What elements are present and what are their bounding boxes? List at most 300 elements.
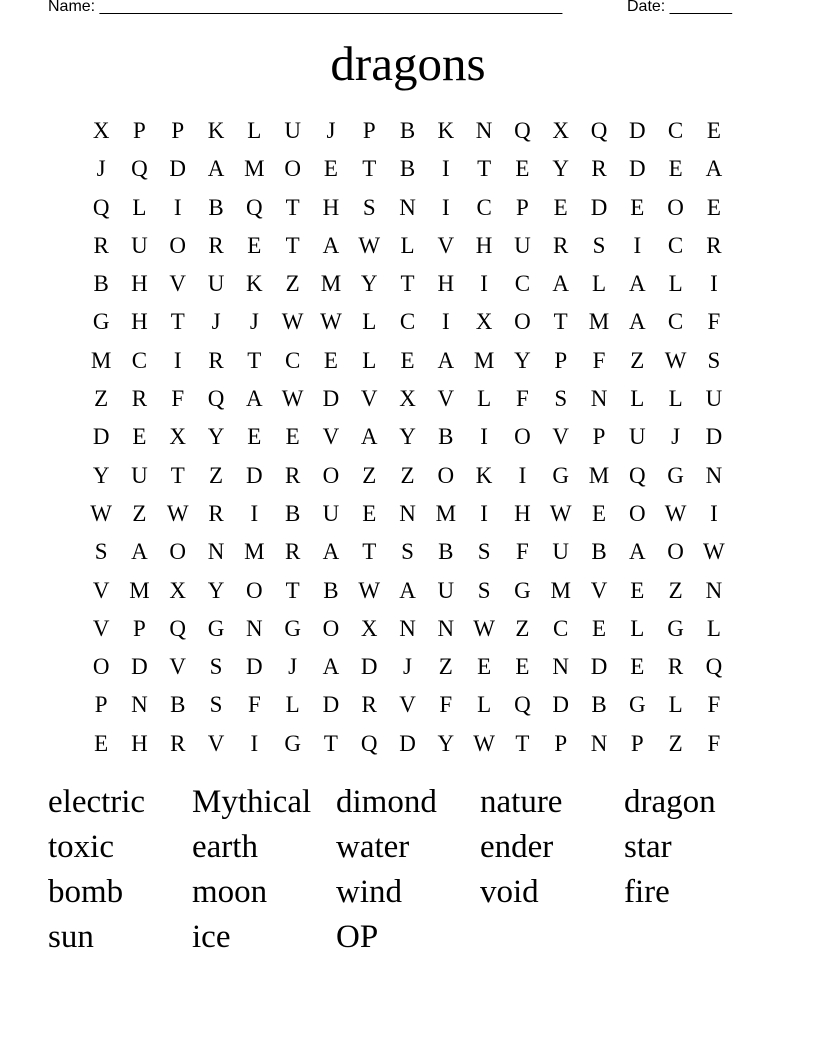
word-bank-item: ice (192, 919, 231, 955)
grid-letter: X (169, 577, 187, 603)
grid-letter: E (247, 424, 262, 450)
grid-letter: K (437, 118, 455, 143)
word-bank-item: ender (480, 829, 554, 865)
grid-letter: V (360, 386, 378, 412)
grid-letter: S (477, 577, 491, 603)
grid-letter: W (664, 347, 687, 373)
grid-letter: U (131, 232, 148, 258)
grid-letter: B (170, 692, 186, 718)
grid-letter: S (362, 194, 376, 220)
grid-letter: D (92, 424, 110, 450)
grid-letter: K (475, 462, 493, 488)
grid-letter: Q (246, 194, 263, 220)
grid-letter: Z (132, 500, 147, 526)
grid-letter: T (170, 309, 185, 335)
grid-letter: Z (515, 615, 530, 641)
grid-letter: N (590, 730, 608, 756)
grid-letter: P (592, 424, 606, 450)
grid-letter: Z (94, 386, 109, 412)
grid-letter: N (475, 118, 493, 143)
grid-letter: G (92, 309, 110, 335)
grid-letter: B (591, 539, 607, 565)
word-bank-item: wind (336, 874, 402, 910)
grid-letter: Q (705, 654, 723, 680)
grid-letter: G (667, 462, 684, 488)
grid-letter: Q (628, 462, 646, 488)
grid-letter: Q (207, 386, 225, 412)
grid-letter: W (473, 615, 495, 641)
grid-letter: D (246, 654, 263, 680)
grid-letter: R (208, 232, 224, 258)
grid-letter: S (94, 539, 108, 565)
grid-letter: G (628, 692, 646, 718)
grid-letter: Z (630, 347, 645, 373)
grid-letter: K (246, 271, 263, 297)
grid-letter: O (437, 462, 455, 488)
grid-letter: C (553, 615, 569, 641)
grid-letter: R (170, 730, 186, 756)
grid-letter: Z (400, 462, 415, 488)
grid-letter: D (131, 654, 148, 680)
grid-letter: T (362, 156, 377, 182)
grid-letter: P (554, 347, 568, 373)
grid-letter: E (515, 654, 530, 680)
grid-letter: I (480, 500, 488, 526)
grid-letter: I (250, 500, 259, 526)
grid-letter: L (630, 386, 645, 412)
grid-letter: T (285, 577, 300, 603)
grid-letter: F (707, 309, 721, 335)
grid-letter: M (473, 347, 495, 373)
grid-letter: I (441, 156, 450, 182)
grid-letter: N (437, 615, 455, 641)
grid-letter: H (475, 232, 493, 258)
grid-letter: K (207, 118, 225, 143)
grid-letter: X (92, 118, 110, 143)
word-bank-item: moon (192, 874, 268, 910)
grid-letter: U (131, 462, 148, 488)
grid-letter: O (322, 615, 340, 641)
grid-letter: M (435, 500, 457, 526)
grid-letter: E (400, 347, 415, 373)
grid-letter: N (207, 539, 225, 565)
grid-letter: E (630, 194, 645, 220)
grid-letter: Z (438, 654, 453, 680)
grid-letter: W (703, 539, 725, 565)
grid-letter: V (169, 271, 187, 297)
grid-letter: R (284, 539, 301, 565)
grid-letter: M (588, 309, 610, 335)
grid-letter: W (281, 386, 304, 412)
grid-letter: F (592, 347, 606, 373)
word-bank-item: nature (480, 784, 563, 820)
grid-letter: D (552, 692, 570, 718)
word-bank-item: fire (624, 874, 670, 910)
grid-letter: O (169, 539, 187, 565)
grid-letter: W (549, 500, 572, 526)
grid-letter: G (284, 730, 301, 756)
grid-letter: O (667, 194, 684, 220)
grid-letter: D (705, 424, 723, 450)
word-bank-item: star (624, 829, 672, 865)
grid-letter: V (92, 615, 110, 641)
grid-letter: T (553, 309, 568, 335)
grid-letter: Y (399, 424, 416, 450)
grid-letter: Y (360, 271, 378, 297)
grid-letter: O (169, 232, 187, 258)
grid-letter: L (285, 692, 300, 718)
grid-letter: Y (437, 730, 455, 756)
grid-letter: R (591, 156, 607, 182)
grid-letter: E (477, 654, 492, 680)
grid-letter: A (131, 539, 148, 565)
grid-letter: M (588, 462, 610, 488)
letter-grid (82, 112, 732, 763)
grid-letter: Z (209, 462, 224, 488)
grid-letter: M (550, 577, 571, 603)
grid-letter: A (246, 386, 263, 412)
grid-letter: L (668, 692, 683, 718)
grid-letter: T (477, 156, 492, 182)
grid-letter: T (285, 194, 300, 220)
grid-letter: I (480, 424, 488, 450)
grid-letter: L (477, 386, 492, 412)
grid-letter: I (173, 347, 182, 373)
grid-letter: W (320, 309, 342, 335)
grid-letter: X (360, 615, 378, 641)
grid-letter: T (515, 730, 530, 756)
grid-letter: L (668, 271, 683, 297)
grid-letter: G (284, 615, 301, 641)
grid-letter: M (244, 156, 265, 182)
grid-letter: F (439, 692, 453, 718)
grid-letter: W (90, 500, 112, 526)
grid-letter: S (401, 539, 414, 565)
grid-letter: E (362, 500, 377, 526)
grid-letter: C (667, 232, 684, 258)
grid-letter: C (667, 309, 684, 335)
grid-letter: C (667, 118, 684, 143)
grid-letter: A (360, 424, 378, 450)
grid-letter: B (93, 271, 109, 297)
grid-letter: L (706, 615, 721, 641)
grid-letter: D (322, 692, 340, 718)
grid-letter: J (288, 654, 298, 680)
grid-letter: F (516, 539, 529, 565)
grid-letter: J (671, 424, 681, 450)
name-line: Name: ____________________________________________________ (48, 0, 563, 15)
grid-letter: L (362, 309, 377, 335)
grid-letter: N (552, 654, 570, 680)
word-bank-item: electric (48, 784, 146, 820)
grid-letter: R (284, 462, 301, 488)
grid-letter: H (131, 730, 148, 756)
grid-letter: D (169, 156, 187, 182)
grid-letter: T (400, 271, 415, 297)
grid-letter: X (169, 424, 187, 450)
grid-letter: B (438, 424, 454, 450)
grid-letter: S (209, 654, 223, 680)
grid-letter: A (322, 539, 340, 565)
grid-letter: Z (362, 462, 377, 488)
grid-letter: W (358, 577, 381, 603)
grid-letter: I (633, 232, 642, 258)
grid-letter: F (707, 730, 721, 756)
grid-letter: F (707, 692, 721, 718)
grid-letter: R (667, 654, 684, 680)
grid-letter: E (706, 194, 721, 220)
grid-letter: D (399, 730, 416, 756)
grid-letter: U (514, 232, 531, 258)
grid-letter: F (516, 386, 529, 412)
grid-letter: J (403, 654, 412, 680)
grid-letter: M (320, 271, 342, 297)
grid-letter: I (710, 271, 718, 297)
grid-letter: F (171, 386, 185, 412)
grid-letter: U (207, 271, 225, 297)
grid-letter: Q (131, 156, 148, 182)
grid-letter: T (285, 232, 300, 258)
grid-letter: H (322, 194, 340, 220)
grid-letter: V (437, 386, 455, 412)
date-line: Date: _______ (627, 0, 732, 15)
grid-letter: B (399, 156, 416, 182)
grid-letter: W (281, 309, 304, 335)
grid-letter: N (399, 615, 416, 641)
grid-letter: P (362, 118, 376, 143)
grid-letter: V (552, 424, 570, 450)
grid-letter: O (667, 539, 684, 565)
grid-letter: E (323, 347, 338, 373)
grid-letter: N (705, 462, 723, 488)
grid-letter: A (322, 232, 340, 258)
grid-letter: L (668, 386, 683, 412)
word-bank-item: earth (192, 829, 258, 865)
word-bank-item: water (336, 829, 410, 865)
grid-letter: M (244, 539, 265, 565)
grid-letter: P (171, 118, 185, 143)
grid-letter: A (628, 309, 646, 335)
grid-letter: I (441, 194, 450, 220)
grid-letter: Z (668, 577, 683, 603)
grid-letter: V (437, 232, 455, 258)
grid-letter: W (664, 500, 687, 526)
grid-letter: B (399, 118, 416, 143)
grid-letter: R (706, 232, 722, 258)
grid-letter: Y (207, 424, 225, 450)
word-bank (48, 780, 768, 960)
grid-letter: S (554, 386, 568, 412)
grid-letter: U (552, 539, 570, 565)
grid-letter: S (592, 232, 606, 258)
grid-letter: X (399, 386, 416, 412)
grid-letter: S (707, 347, 721, 373)
word-bank-item: dragon (624, 784, 716, 820)
grid-letter: U (628, 424, 646, 450)
grid-letter: Q (360, 730, 378, 756)
grid-letter: B (438, 539, 454, 565)
grid-letter: E (132, 424, 147, 450)
grid-letter: Y (92, 462, 110, 488)
grid-letter: A (399, 577, 416, 603)
grid-letter: X (552, 118, 570, 143)
grid-letter: G (552, 462, 570, 488)
grid-letter: F (247, 692, 261, 718)
grid-letter: I (710, 500, 718, 526)
grid-letter: E (630, 654, 645, 680)
grid-letter: B (591, 692, 607, 718)
grid-letter: L (400, 232, 415, 258)
grid-letter: C (399, 309, 416, 335)
grid-letter: L (630, 615, 645, 641)
word-bank-item: OP (336, 919, 379, 955)
grid-letter: M (90, 347, 112, 373)
word-bank-item: void (480, 874, 539, 910)
grid-letter: Y (207, 577, 225, 603)
grid-letter: O (628, 500, 646, 526)
grid-letter: P (133, 118, 146, 143)
grid-letter: E (591, 500, 607, 526)
grid-letter: E (668, 156, 683, 182)
grid-letter: O (322, 462, 340, 488)
grid-letter: I (480, 271, 488, 297)
word-bank-item: bomb (48, 874, 124, 910)
grid-letter: D (246, 462, 263, 488)
grid-letter: R (361, 692, 377, 718)
grid-letter: Q (169, 615, 187, 641)
grid-letter: L (477, 692, 492, 718)
grid-letter: C (476, 194, 492, 220)
grid-letter: N (246, 615, 263, 641)
grid-letter: B (208, 194, 224, 220)
grid-letter: D (628, 118, 646, 143)
grid-letter: V (590, 577, 608, 603)
grid-letter: A (322, 654, 340, 680)
grid-letter: N (399, 194, 416, 220)
grid-letter: J (96, 156, 106, 182)
grid-letter: J (326, 118, 336, 143)
grid-letter: C (131, 347, 148, 373)
grid-letter: N (705, 577, 723, 603)
word-bank-item: toxic (48, 829, 114, 865)
grid-letter: I (173, 194, 182, 220)
grid-letter: T (247, 347, 262, 373)
grid-letter: V (169, 654, 187, 680)
grid-letter: H (514, 500, 531, 526)
grid-letter: G (207, 615, 225, 641)
grid-letter: G (667, 615, 684, 641)
grid-letter: O (514, 309, 531, 335)
grid-letter: Z (285, 271, 300, 297)
grid-letter: E (515, 156, 530, 182)
grid-letter: I (250, 730, 259, 756)
grid-letter: V (92, 577, 110, 603)
grid-letter: N (590, 386, 608, 412)
grid-letter: O (246, 577, 263, 603)
grid-letter: U (437, 577, 455, 603)
grid-letter: M (129, 577, 150, 603)
grid-letter: L (362, 347, 377, 373)
grid-letter: L (132, 194, 147, 220)
grid-letter: E (591, 615, 607, 641)
grid-letter: S (209, 692, 223, 718)
grid-letter: R (208, 347, 224, 373)
grid-letter: E (630, 577, 645, 603)
grid-letter: D (590, 194, 608, 220)
grid-letter: H (437, 271, 455, 297)
grid-letter: L (247, 118, 262, 143)
grid-letter: N (399, 500, 416, 526)
grid-letter: L (591, 271, 607, 297)
grid-letter: A (552, 271, 570, 297)
grid-letter: J (211, 309, 221, 335)
grid-letter: O (514, 424, 531, 450)
grid-letter: R (93, 232, 109, 258)
grid-letter: U (284, 118, 301, 143)
grid-letter: G (514, 577, 531, 603)
grid-letter: E (94, 730, 109, 756)
grid-letter: R (208, 500, 224, 526)
grid-letter: E (706, 118, 721, 143)
word-bank-item: sun (48, 919, 94, 955)
grid-letter: A (437, 347, 455, 373)
grid-letter: Z (668, 730, 683, 756)
grid-letter: B (284, 500, 301, 526)
grid-letter: O (92, 654, 110, 680)
grid-letter: Y (552, 156, 570, 182)
grid-letter: I (441, 309, 450, 335)
grid-letter: A (628, 271, 646, 297)
grid-letter: P (630, 730, 644, 756)
grid-letter: P (94, 692, 108, 718)
grid-letter: A (628, 539, 646, 565)
grid-letter: S (477, 539, 491, 565)
grid-letter: E (247, 232, 262, 258)
grid-letter: A (207, 156, 225, 182)
grid-letter: V (322, 424, 340, 450)
grid-letter: U (322, 500, 340, 526)
grid-letter: W (358, 232, 381, 258)
grid-letter: U (705, 386, 723, 412)
word-bank-item: Mythical (192, 784, 312, 820)
grid-letter: E (285, 424, 300, 450)
grid-letter: T (323, 730, 338, 756)
grid-letter: P (554, 730, 568, 756)
grid-letter: R (553, 232, 569, 258)
grid-letter: Q (92, 194, 110, 220)
grid-letter: P (516, 194, 529, 220)
grid-letter: V (207, 730, 225, 756)
grid-letter: T (362, 539, 377, 565)
grid-letter: A (705, 156, 723, 182)
grid-letter: D (322, 386, 340, 412)
grid-letter: Y (514, 347, 531, 373)
grid-letter: V (399, 692, 416, 718)
grid-letter: D (590, 654, 608, 680)
grid-letter: H (131, 271, 148, 297)
grid-letter: D (628, 156, 646, 182)
grid-letter: W (166, 500, 189, 526)
grid-letter: E (323, 156, 338, 182)
grid-letter: E (553, 194, 568, 220)
grid-letter: Q (514, 692, 531, 718)
grid-letter: O (284, 156, 301, 182)
grid-letter: W (473, 730, 495, 756)
grid-letter: B (323, 577, 339, 603)
grid-letter: J (249, 309, 259, 335)
grid-letter: I (518, 462, 527, 488)
grid-letter: D (360, 654, 378, 680)
